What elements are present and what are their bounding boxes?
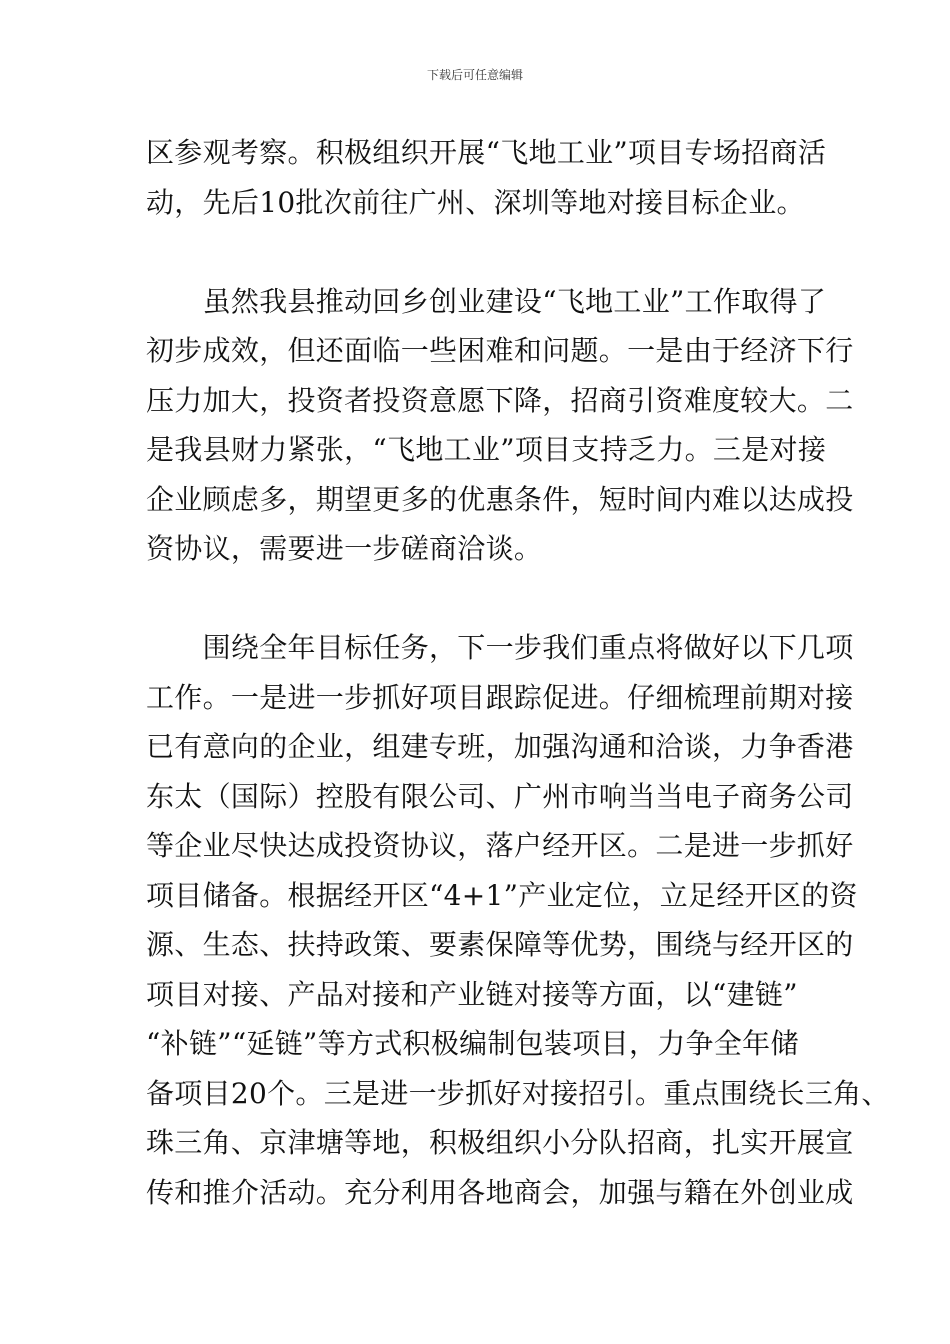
text-line: “补链”“延链”等方式积极编制包装项目，力争全年储: [146, 1027, 799, 1060]
document-body: [146, 128, 890, 1217]
text-line: 动，先后10批次前往广州、深圳等地对接目标企业。: [146, 185, 805, 219]
paragraph-gap: [146, 574, 816, 624]
text-line: 源、生态、扶持政策、要素保障等优势，围绕与经开区的: [146, 928, 854, 961]
text-line: 围绕全年目标任务，下一步我们重点将做好以下几项: [146, 631, 854, 664]
paragraph-gap: [146, 227, 816, 277]
text-line: 珠三角、京津塘等地，积极组织小分队招商，扎实开展宣: [146, 1126, 854, 1159]
text-line: 企业顾虑多，期望更多的优惠条件，短时间内难以达成投: [146, 482, 854, 516]
text-line: 是我县财力紧张，“飞地工业”项目支持乏力。三是对接: [146, 433, 827, 466]
text-line: 备项目20个。三是进一步抓好对接招引。重点围绕长三角、: [146, 1076, 890, 1110]
text-line: 区参观考察。积极组织开展“飞地工业”项目专场招商活: [146, 136, 827, 169]
text-line: 资协议，需要进一步磋商洽谈。: [146, 532, 543, 565]
paragraph-3: [146, 623, 890, 1217]
text-line: 已有意向的企业，组建专班，加强沟通和洽谈，力争香港: [146, 730, 854, 763]
paragraph-1: [146, 128, 827, 227]
text-line: 项目储备。根据经开区“4+1”产业定位，立足经开区的资: [146, 878, 858, 912]
page-header: 下载后可任意编辑: [426, 68, 523, 82]
text-line: 工作。一是进一步抓好项目跟踪促进。仔细梳理前期对接: [146, 680, 854, 714]
paragraph-2: [146, 277, 854, 574]
text-line: 东太（国际）控股有限公司、广州市响当当电子商务公司: [146, 779, 854, 813]
text-line: 压力加大，投资者投资意愿下降，招商引资难度较大。二: [146, 383, 854, 417]
text-line: 传和推介活动。充分利用各地商会，加强与籍在外创业成: [146, 1175, 854, 1209]
text-line: 等企业尽快达成投资协议，落户经开区。二是进一步抓好: [146, 829, 854, 862]
text-line: 初步成效，但还面临一些困难和问题。一是由于经济下行: [146, 334, 854, 367]
text-line: 虽然我县推动回乡创业建设“飞地工业”工作取得了: [146, 284, 827, 318]
text-line: 项目对接、产品对接和产业链对接等方面，以“建链”: [146, 977, 798, 1011]
